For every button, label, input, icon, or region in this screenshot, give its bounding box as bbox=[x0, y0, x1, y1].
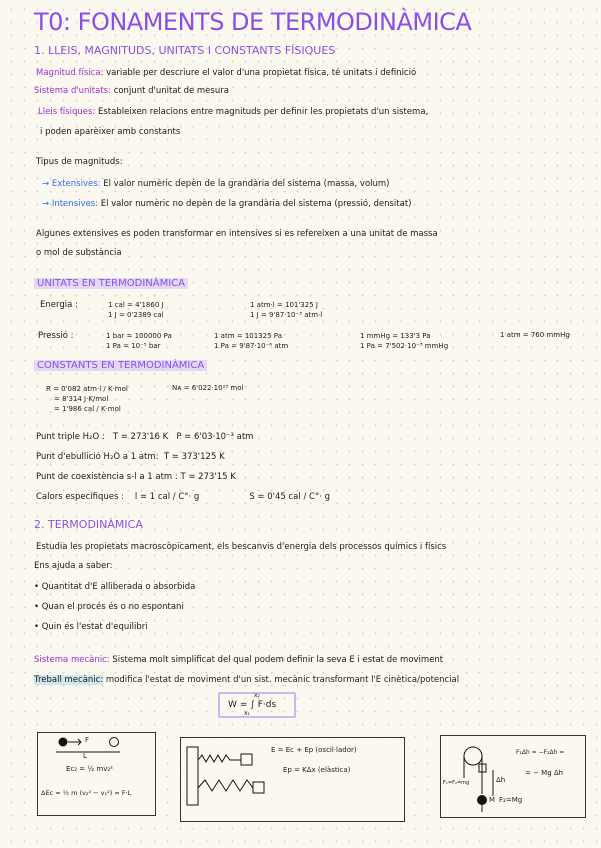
note-line1: Algunes extensives es poden transformar en intensives si es refereixen a una unitat de massa bbox=[36, 229, 438, 239]
label: Calors específiques : bbox=[36, 492, 125, 502]
eq: = 8'314 J·K/mol bbox=[54, 395, 109, 403]
pressure-label: Pressió : bbox=[38, 331, 74, 341]
work-formula-box bbox=[218, 692, 296, 718]
diagram-kinetic bbox=[37, 732, 156, 816]
point-boiling bbox=[36, 452, 225, 462]
eq: 1 Pa = 9'87·10⁻⁶ atm bbox=[214, 342, 289, 350]
bullet: • Quantitat d'E alliberada o absorbida bbox=[34, 582, 196, 592]
label: F₁=F₂=mg bbox=[443, 780, 470, 786]
point-triple bbox=[36, 432, 253, 442]
units-heading: UNITATS EN TERMODINÀMICA bbox=[34, 278, 188, 289]
pressure-col1 bbox=[106, 331, 172, 351]
label: Punt de coexistència s-l a 1 atm : bbox=[36, 472, 178, 482]
helps: Ens ajuda a saber: bbox=[34, 561, 113, 571]
constants-heading: CONSTANTS EN TERMODINÀMICA bbox=[34, 360, 207, 371]
eq: 1 Pa = 10⁻⁵ bar bbox=[106, 342, 161, 350]
def-magnitud bbox=[36, 68, 416, 78]
term: → Extensives: bbox=[42, 179, 101, 189]
eq: F₁Δh = −F₂Δh = bbox=[516, 749, 565, 756]
def-cont: i poden aparèixer amb constants bbox=[40, 127, 181, 137]
eq: E = Ec + Ep (oscil·lador) bbox=[271, 746, 357, 754]
note-line2: o mol de substància bbox=[36, 248, 122, 258]
pressure-col3 bbox=[360, 331, 448, 351]
ball-force-icon bbox=[38, 733, 157, 763]
length-label: L bbox=[83, 752, 87, 760]
force-label: F bbox=[85, 736, 90, 744]
value: l = 1 cal / C°· g bbox=[134, 492, 200, 502]
label: Punt d'ebullició H₂O a 1 atm: bbox=[36, 452, 159, 462]
pressure-col2 bbox=[214, 331, 288, 351]
def-sistema bbox=[34, 86, 229, 96]
def-lleis bbox=[38, 107, 428, 117]
energy-col2 bbox=[250, 300, 322, 320]
bullet: • Quan el procés és o no espontani bbox=[34, 602, 184, 612]
section2-heading: 2. TERMODINÀMICA bbox=[34, 518, 143, 531]
eq: 1 atm·l = 101'325 J bbox=[250, 301, 318, 309]
value: T = 273'15 K bbox=[180, 472, 236, 482]
eq: 1 atm = 101325 Pa bbox=[214, 332, 282, 340]
energy-col1 bbox=[108, 300, 164, 320]
eq: 1 cal = 4'1860 J bbox=[108, 301, 164, 309]
eq: 1 Pa = 7'502·10⁻³ mmHg bbox=[360, 342, 449, 350]
types-heading: Tipus de magnituds: bbox=[36, 157, 123, 167]
eq: 1 bar = 100000 Pa bbox=[106, 332, 172, 340]
value: P = 6'03·10⁻³ atm bbox=[176, 432, 254, 442]
def-text: conjunt d'unitat de mesura bbox=[113, 86, 229, 96]
value: T = 373'125 K bbox=[163, 452, 225, 462]
mech-system bbox=[34, 655, 443, 665]
term: Treball mecànic: bbox=[34, 675, 104, 685]
def-text: variable per descriure el valor d'una propietat física, té unitats i definició bbox=[106, 68, 417, 78]
value: S = 0'45 cal / C°· g bbox=[249, 492, 331, 502]
mech-work bbox=[34, 675, 459, 685]
term: Magnitud física: bbox=[36, 68, 104, 78]
spring-icon bbox=[181, 738, 281, 818]
term: → Intensives: bbox=[42, 199, 99, 209]
lower-limit: x₁ bbox=[244, 710, 250, 717]
eq: Ep = KΔx (elàstica) bbox=[283, 766, 351, 774]
upper-limit: x₂ bbox=[254, 692, 260, 699]
label: Δh bbox=[496, 776, 506, 784]
label: F₂=Mg bbox=[499, 796, 523, 804]
pressure-col4: 1 atm = 760 mmHg bbox=[500, 331, 570, 339]
eq: 1 J = 0'2389 cal bbox=[108, 311, 164, 319]
def-text: modifica l'estat de moviment d'un sist. mecànic transformant l'E cinètica/potencial bbox=[105, 675, 460, 685]
def-text: Estableixen relacions entre magnituds per definir les propietats d'un sistema, bbox=[97, 107, 429, 117]
type-text: El valor numèric no depèn de la grandària del sistema (pressió, densitat) bbox=[100, 199, 412, 209]
gas-constant bbox=[46, 384, 128, 414]
eq: R = 0'082 atm·l / K·mol bbox=[46, 385, 128, 393]
avogadro: Nᴀ = 6'022·10²³ mol bbox=[172, 384, 244, 392]
eq: = 1'986 cal / K·mol bbox=[54, 405, 121, 413]
diagram-pulley bbox=[440, 735, 586, 818]
label: M bbox=[489, 796, 496, 804]
term: Lleis físiques: bbox=[38, 107, 96, 117]
eq: = − Mg Δh bbox=[525, 769, 564, 777]
type-extensive bbox=[42, 179, 390, 189]
eq: 1 mmHg = 133'3 Pa bbox=[360, 332, 431, 340]
intro: Estudia les propietats macroscòpicament, els bescanvis d'energia dels processos químics i físics bbox=[36, 542, 447, 552]
term: Sistema d'unitats: bbox=[34, 86, 111, 96]
point-coexistence bbox=[36, 472, 236, 482]
section1-heading: 1. LLEIS, MAGNITUDS, UNITATS I CONSTANTS FÍSIQUES bbox=[34, 44, 336, 57]
term: Sistema mecànic: bbox=[34, 655, 110, 665]
eq: 1 J = 9'87·10⁻³ atm·l bbox=[250, 311, 323, 319]
eq: Ec₂ = ½ mv₂² bbox=[66, 765, 113, 773]
value: T = 273'16 K bbox=[112, 432, 169, 442]
page-title: T0: FONAMENTS DE TERMODINÀMICA bbox=[34, 8, 472, 36]
type-text: El valor numèric depèn de la grandària del sistema (massa, volum) bbox=[103, 179, 390, 189]
energy-label: Energia : bbox=[40, 300, 78, 310]
def-text: Sistema molt simplificat del qual podem definir la seva E i estat de moviment bbox=[112, 655, 444, 665]
eq: ΔEc = ½ m (v₂² − v₁²) = F·L bbox=[41, 789, 132, 797]
type-intensive bbox=[42, 199, 411, 209]
label: Punt triple H₂O : bbox=[36, 432, 105, 442]
bullet: • Quin és l'estat d'equilibri bbox=[34, 622, 148, 632]
specific-heats bbox=[36, 492, 330, 502]
diagram-spring bbox=[180, 737, 405, 822]
work-formula: W = ∫ F·ds bbox=[228, 700, 277, 710]
